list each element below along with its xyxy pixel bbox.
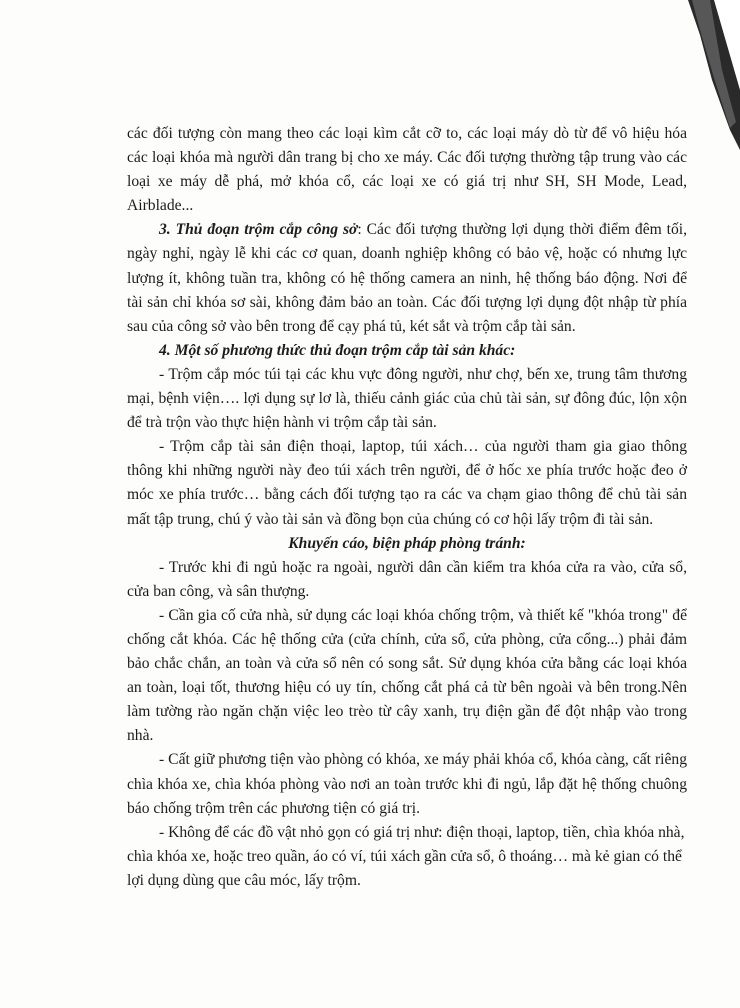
paragraph-motorbike-theft: các đối tượng còn mang theo các loại kìm cắt cỡ to, các loại máy dò từ để vô hiệu hóa các loại khóa mà người dân trang bị cho xe máy. Các đối tượng thường tập trung vào các loại xe máy dễ phá, mở khóa cổ, các loại xe có giá trị như SH, SH Mode, Lead, Airblade... — [127, 125, 687, 215]
recommendation-item-check-locks: - Trước khi đi ngủ hoặc ra ngoài, người dân cần kiểm tra khóa cửa ra vào, cửa sổ, cửa ban công, và sân thượng. — [127, 558, 687, 600]
recommendation-item-reinforce-doors: - Cần gia cố cửa nhà, sử dụng các loại khóa chống trộm, và thiết kế "khóa trong" để chống cắt khóa. Các hệ thống cửa (cửa chính, cửa sổ, cửa phòng, cửa cổng...) phải đảm bảo chắc chắn, an toàn và cửa sổ nên có song sắt. Sử dụng khóa cửa bằng các loại khóa an toàn, loại tốt, thương hiệu có uy tín, chống cắt phá cả từ bên ngoài và bên trong.Nên làm tường rào ngăn chặn việc leo trèo từ cây xanh, trụ điện gần để đột nhập vào trong nhà. — [127, 606, 687, 745]
section-3-text: : Các đối tượng thường lợi dụng thời điểm đêm tối, ngày nghỉ, ngày lễ khi các cơ quan, doanh nghiệp không có bảo vệ, hoặc có nhưng lực lượng ít, không tuần tra, không có hệ thống camera an ninh, hệ thống báo động. Nơi để tài sản chỉ khóa sơ sài, không đảm bảo an toàn. Các đối tượng lợi dụng đột nhập từ phía sau của công sở vào bên trong để cạy phá tủ, két sắt và trộm cắp tài sản. — [127, 221, 687, 335]
document-body — [127, 122, 687, 893]
section-4-heading: 4. Một số phương thức thủ đoạn trộm cắp tài sản khác: — [159, 341, 516, 359]
recommendation-item-valuables: - Không để các đồ vật nhỏ gọn có giá trị như: điện thoại, laptop, tiền, chìa khóa nhà, chìa khóa xe, hoặc treo quần, áo có ví, túi xách gần cửa sổ, ô thoáng… mà kẻ gian có thể lợi dụng dùng que câu móc, lấy trộm. — [127, 823, 685, 889]
section-4-item-traffic-theft: - Trộm cắp tài sản điện thoại, laptop, túi xách… của người tham gia giao thông thông khi những người này đeo túi xách trên người, để ở hốc xe phía trước hoặc đeo ở móc xe phía trước… bằng cách đối tượng tạo ra các va chạm giao thông để chủ tài sản mất tập trung, chú ý vào tài sản và đồng bọn của chúng có cơ hội lấy trộm đi tài sản. — [127, 438, 687, 528]
section-4-item-pickpocket: - Trộm cắp móc túi tại các khu vực đông người, như chợ, bến xe, trung tâm thương mại, bệnh viện…. lợi dụng sự lơ là, thiếu cảnh giác của chủ tài sản, sự đông đúc, lộn xộn để trà trộn vào thực hiện hành vi trộm cắp tài sản. — [127, 365, 687, 432]
paragraph-office-theft — [127, 218, 687, 338]
recommendation-item-store-vehicles: - Cất giữ phương tiện vào phòng có khóa, xe máy phải khóa cổ, khóa càng, cất riêng chìa khóa xe, chìa khóa phòng vào nơi an toàn trước khi đi ngủ, lắp đặt hệ thống chuông báo chống trộm trên các phương tiện có giá trị. — [127, 751, 687, 817]
recommendations-heading: Khuyến cáo, biện pháp phòng tránh: — [288, 534, 526, 552]
section-3-heading: 3. Thủ đoạn trộm cắp công sở — [159, 221, 358, 239]
